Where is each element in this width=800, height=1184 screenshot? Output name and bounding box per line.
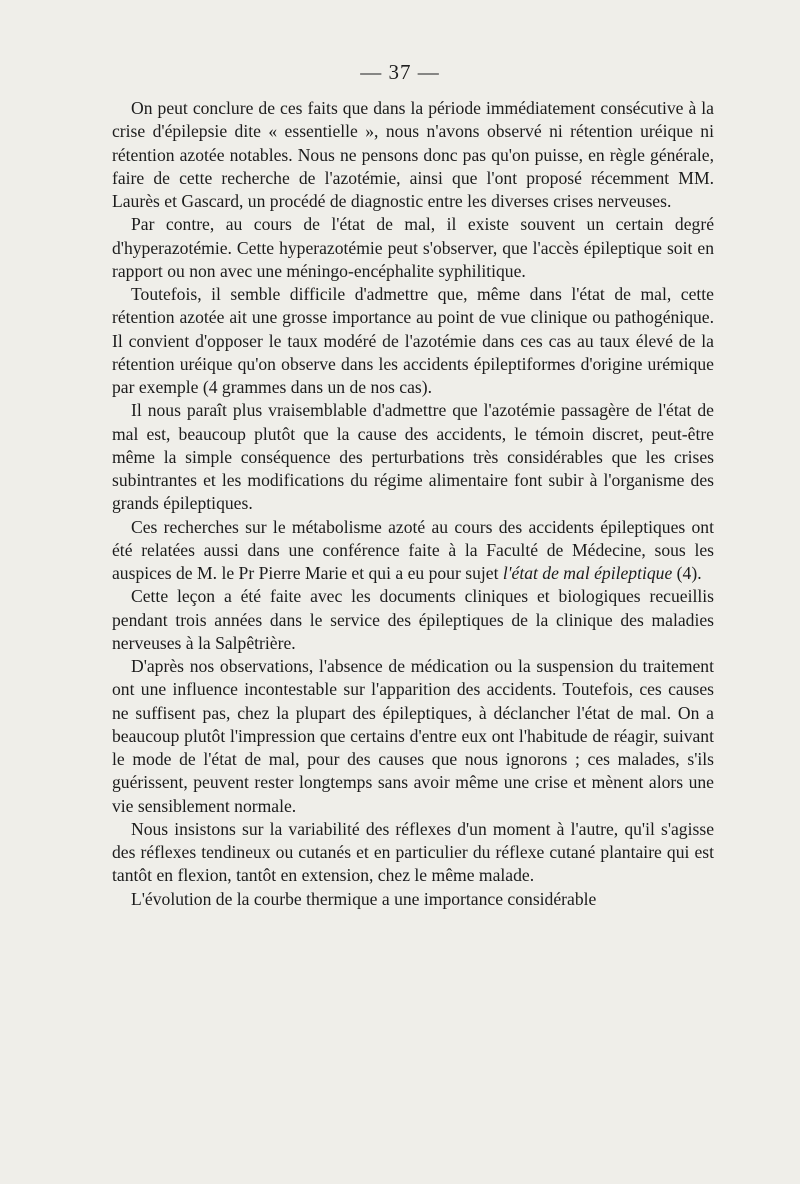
paragraph-6: Cette leçon a été faite avec les documents cliniques et biologiques recueillis pendant trois années dans le service des épileptiques de la clinique des maladies nerveuses à la Salpêtrière. [112, 586, 714, 653]
paragraph-5-text-after: (4). [672, 563, 702, 583]
paragraph-2: Par contre, au cours de l'état de mal, il existe souvent un certain degré d'hyperazotémie. Cette hyperazotémie peut s'observer, que l'accès épileptique soit en rapport ou non avec une méningo-encéphalite syphilitique. [112, 214, 714, 281]
paragraph-7: D'après nos observations, l'absence de médication ou la suspension du traitement ont une influence incontestable sur l'apparition des accidents. Toutefois, ces causes ne suffisent pas, chez la plupart des épileptiques, à déclancher l'état de mal. On a beaucoup plutôt l'impression que certains d'entre eux ont l'habitude de réagir, suivant le mode de l'état de mal, pour des causes que nous ignorons ; ces malades, s'ils guérissent, peuvent rester longtemps sans avoir même une crise et mènent alors une vie sensiblement normale. [112, 656, 714, 816]
page-number: — 37 — [360, 60, 440, 84]
paragraph-8: Nous insistons sur la variabilité des réflexes d'un moment à l'autre, qu'il s'agisse des réflexes tendineux ou cutanés et en particulier du réflexe cutané plantaire qui est tantôt en flexion, tantôt en extension, chez le même malade. [112, 818, 714, 886]
paragraph-5-text-before: Ces recherches sur le métabolisme azoté au cours des accidents épileptiques ont été relatées aussi dans une conférence faite à la Faculté de Médecine, sous les auspices de M. le Pr Pierre Marie et qui a eu pour sujet [112, 516, 714, 583]
paragraph-1: On peut conclure de ces faits que dans la période immédiatement consécutive à la crise d'épilepsie dite « essentielle », nous n'avons observé ni rétention uréique ni rétention azotée notables. Nous ne pensons donc pas qu'on puisse, en règle générale, faire de cette recherche de l'azotémie, ainsi que l'ont proposé récemment MM. Laurès et Gascard, un procédé de diagnostic entre les diverses crises nerveuses. [112, 98, 714, 211]
paragraph-3: Toutefois, il semble difficile d'admettre que, même dans l'état de mal, cette rétention azotée ait une grosse importance au point de vue clinique ou pathogénique. Il convient d'opposer le taux modéré de l'azotémie dans ces cas au taux élevé de la rétention uréique qu'on observe dans les accidents épileptiformes d'origine urémique par exemple (4 grammes dans un de nos cas). [112, 284, 714, 397]
body-text [112, 97, 714, 911]
paragraph-5 [112, 516, 714, 586]
paragraph-5-italic-title: l'état de mal épileptique [502, 563, 673, 583]
paragraph-4: Il nous paraît plus vraisemblable d'admettre que l'azotémie passagère de l'état de mal est, beaucoup plutôt que la cause des accidents, le témoin discret, peut-être même la simple conséquence des perturbations très considérables que les crises subintrantes et les modifications du régime alimentaire font subir à l'organisme des grands épileptiques. [112, 400, 714, 514]
paragraph-9: L'évolution de la courbe thermique a une importance considérable [131, 888, 597, 909]
